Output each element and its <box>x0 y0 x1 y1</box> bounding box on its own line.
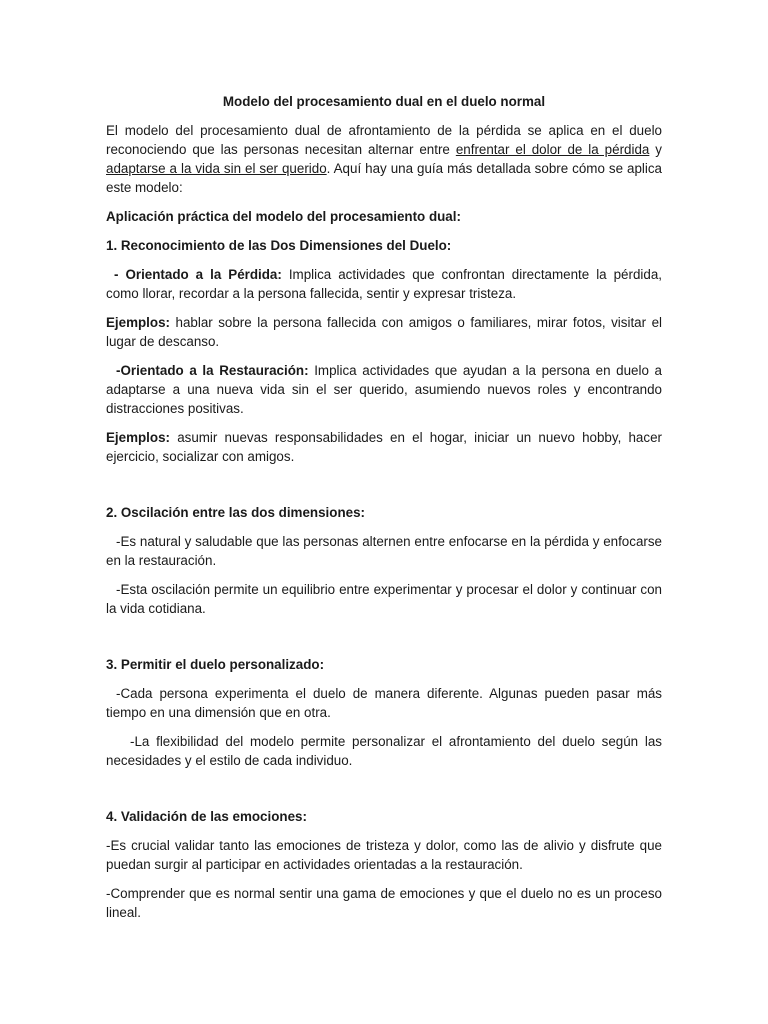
orientado-restauracion-paragraph <box>106 361 662 418</box>
orientado-restauracion-text: Implica actividades que ayudan a la persona en duelo a adaptarse a una nueva vida sin el ser querido, asumiendo nuevos roles y encontrando distracciones positivas. <box>106 363 663 416</box>
spacer <box>106 476 662 503</box>
section2-paragraph-2: -Esta oscilación permite un equilibrio entre experimentar y procesar el dolor y continuar con la vida cotidiana. <box>106 582 662 616</box>
orientado-perdida-label: - Orientado a la Pérdida: <box>114 267 282 282</box>
section1-heading: 1. Reconocimiento de las Dos Dimensiones del Duelo: <box>106 238 452 253</box>
subtitle: Aplicación práctica del modelo del procesamiento dual: <box>106 209 461 224</box>
underlined-phrase-2: adaptarse a la vida sin el ser querido <box>106 161 327 176</box>
document-title: Modelo del procesamiento dual en el duelo normal <box>222 94 546 109</box>
underlined-phrase-1: enfrentar el dolor de la pérdida <box>455 142 650 157</box>
section4-paragraph-1: -Es crucial validar tanto las emociones de tristeza y dolor, como las de alivio y disfrute que puedan surgir al participar en actividades orientadas a la restauración. <box>106 838 662 872</box>
intro-text-1: El modelo del procesamiento dual de afrontamiento de la pérdida se aplica en el duelo reconociendo que las personas necesitan alternar entre <box>106 123 662 157</box>
section3-paragraph-1: -Cada persona experimenta el duelo de manera diferente. Algunas pueden pasar más tiempo en una dimensión que en otra. <box>106 686 662 720</box>
section2-heading: 2. Oscilación entre las dos dimensiones: <box>106 505 365 520</box>
ejemplos-restauracion-label: Ejemplos: <box>106 430 170 445</box>
section3-paragraph-2: -La flexibilidad del modelo permite personalizar el afrontamiento del duelo según las necesidades y el estilo de cada individuo. <box>106 734 662 768</box>
intro-text-2: y <box>649 142 662 157</box>
ejemplos-restauracion-paragraph <box>106 428 662 466</box>
ejemplos-perdida-text: hablar sobre la persona fallecida con amigos o familiares, mirar fotos, visitar el lugar de descanso. <box>106 315 662 349</box>
section4-paragraph-2: -Comprender que es normal sentir una gama de emociones y que el duelo no es un proceso lineal. <box>106 886 662 920</box>
intro-paragraph <box>106 121 662 197</box>
orientado-perdida-paragraph <box>106 265 662 303</box>
orientado-restauracion-label: -Orientado a la Restauración: <box>116 363 309 378</box>
section2-paragraph-1: -Es natural y saludable que las personas alternen entre enfocarse en la pérdida y enfocarse en la restauración. <box>106 534 662 568</box>
intro-text-3: . Aquí hay una guía más detallada sobre cómo se aplica este modelo: <box>106 161 662 195</box>
orientado-perdida-text: Implica actividades que confrontan directamente la pérdida, como llorar, recordar a la persona fallecida, sentir y expresar tristeza. <box>106 267 662 301</box>
ejemplos-perdida-paragraph <box>106 313 662 351</box>
ejemplos-restauracion-text: asumir nuevas responsabilidades en el hogar, iniciar un nuevo hobby, hacer ejercicio, socializar con amigos. <box>106 430 662 464</box>
spacer <box>106 780 662 807</box>
ejemplos-perdida-label: Ejemplos: <box>106 315 170 330</box>
spacer <box>106 628 662 655</box>
section4-heading: 4. Validación de las emociones: <box>106 809 307 824</box>
section3-heading: 3. Permitir el duelo personalizado: <box>106 657 325 672</box>
